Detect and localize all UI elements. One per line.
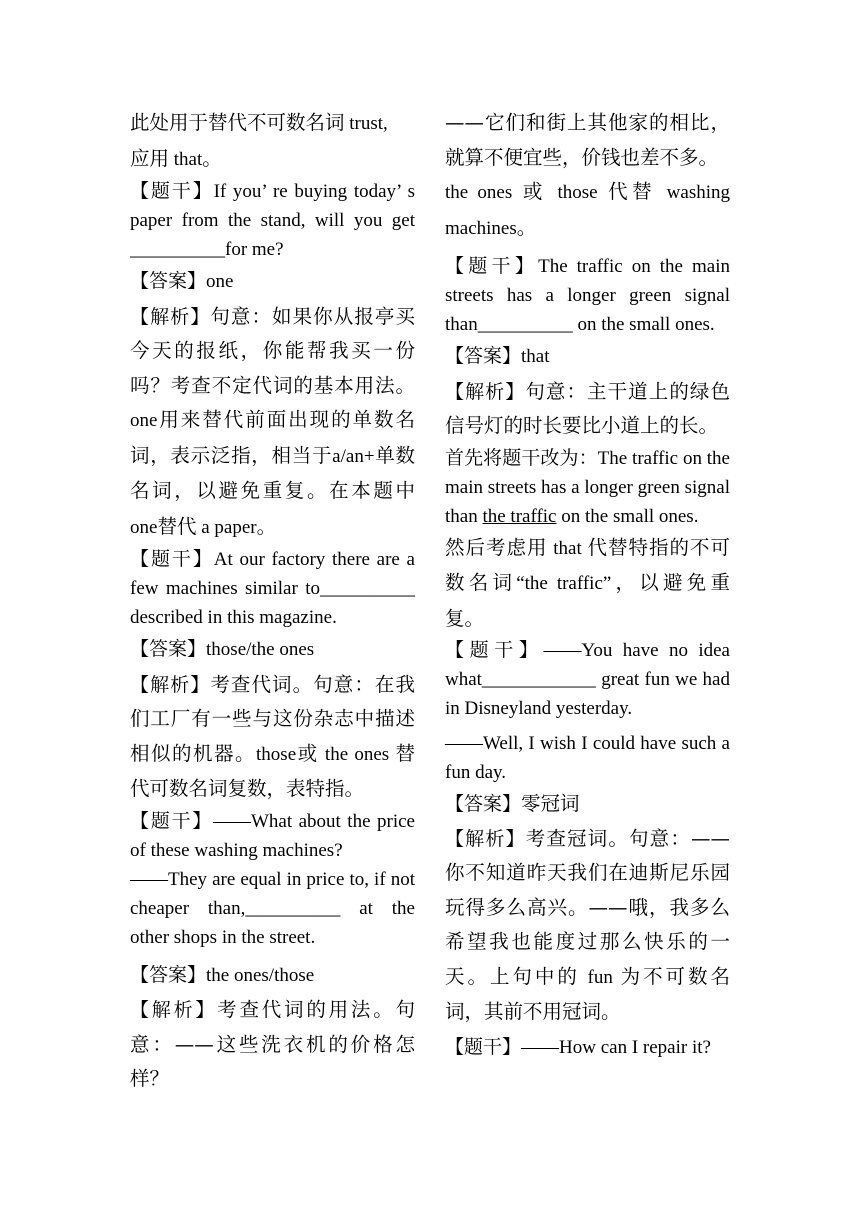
question-stem-line [130,865,415,952]
explanation [130,993,415,1097]
answer [445,339,730,375]
text: 替代 [157,514,197,538]
stem-tag: 【题干】 [445,1035,522,1058]
text: washing machines [445,182,730,239]
text: one [130,516,158,538]
text: 此处用于替代不可数名词 [130,111,345,134]
text: 单数名词，以避免重复。在本题中 [130,443,415,502]
text: ——它们和街上其他家的相比，就算不便宜些，价钱也差不多。 [445,111,730,169]
explanation-tag: 【解析】 [130,673,211,696]
stem-text: The traffic on the main streets has a longer green signal than__________ on the small ones. [445,256,730,335]
text: 考查冠词。句意：——你不知道昨天我们在迪斯尼乐园玩得多么高兴。——哦，我多么希望我也能度过那么快乐的一天。上句中的 [445,826,730,988]
text: “the traffic” [516,573,612,594]
text: 应用 [130,146,170,170]
text: The traffic on the main streets has a longer green signal than [445,447,730,527]
answer-tag: 【答案】 [445,793,522,815]
stem-tag: 【题干】 [130,180,214,202]
explanation-tag: 【解析】 [130,305,211,328]
text: on the small ones. [556,505,699,527]
text: 句意：主干道上的绿色信号灯的时长要比小道上的长。 [445,379,730,437]
text: that [547,537,588,559]
stem-text: If you’ re buying today’ s paper from the stand, will you get __________for me? [130,181,415,260]
answer-text: 零冠词 [521,792,580,815]
text: 代替特指的不可数名词 [445,535,730,594]
right-column [445,106,730,1065]
text: that [169,148,203,170]
stem-text: At our factory there are a few machines similar to__________ described in this magazine. [130,549,415,628]
text: ，以避免重复。 [445,571,730,630]
answer-tag: 【答案】 [130,270,207,292]
text: a paper [196,516,257,538]
text: 替代可数名词复数，表特指。 [130,741,415,800]
text: 用来替代前面出现的单数名词，表示泛指，相当于 [130,408,415,467]
stem-text: ——How can I repair it? [521,1036,711,1058]
text: 句意：如果你从报亭买今天的报纸，你能帮我买一份吗？考查不定代词的基本用法。 [130,304,415,397]
explanation [130,668,415,807]
answer [445,787,730,822]
question-stem [130,545,415,632]
text: 为不可数名词，其前不用冠词。 [445,964,730,1023]
paragraph [445,444,730,531]
text: those [256,743,297,765]
stem-tag: 【题干】 [445,255,539,277]
question-stem [445,1030,730,1066]
explanation-tag: 【解析】 [445,380,526,403]
text: 考查代词的用法。句意：——这些洗衣机的价格怎样？ [130,998,415,1090]
answer-text: that [521,346,550,367]
underlined-text: the traffic [482,505,557,527]
text: those [557,182,598,203]
text: 首先将题干改为： [445,446,598,469]
explanation-tag: 【解析】 [130,999,218,1021]
text: the ones [445,182,513,203]
text: a/an+ [332,445,375,467]
answer-tag: 【答案】 [130,638,207,660]
explanation [445,375,730,444]
question-stem [130,177,415,264]
answer [130,632,415,668]
text: the ones [318,743,396,765]
stem-text: ——They are equal in price to, if not cheaper than,__________ at the other shops in the street. [130,868,415,948]
text: 代替 [597,180,667,203]
answer-text: the ones/those [206,964,315,986]
answer [130,264,415,300]
explanation-tag: 【解析】 [445,827,526,850]
text: 然后考虑用 [445,535,548,559]
question-stem [130,807,415,865]
paragraph [445,175,730,246]
explanation-continued [445,106,730,175]
text: 。 [256,514,277,538]
stem-tag: 【题干】 [445,639,544,661]
text: 。 [516,215,537,239]
text: one [130,410,158,431]
paragraph [445,531,730,637]
text: 或 [512,180,558,203]
text: trust, [344,113,388,134]
question-stem [445,252,730,339]
paragraph [130,106,415,177]
text: 考查代词。句意：在我们工厂有一些与这份杂志中描述相似的机器。 [130,672,415,765]
question-stem [445,636,730,723]
text: 或 [296,741,319,765]
explanation [445,822,730,1030]
answer-tag: 【答案】 [445,345,522,367]
left-column [130,106,415,1097]
answer-text: those/the ones [206,639,315,660]
explanation [130,300,415,546]
stem-text: ——You have no idea what____________ great fun we had in Disneyland yesterday. [445,640,730,719]
question-stem-line [445,729,730,787]
text: fun [579,966,621,988]
text: 。 [202,146,222,170]
answer-text: one [206,271,234,292]
answer-tag: 【答案】 [130,963,207,986]
stem-text: ——Well, I wish I could have such a fun day. [445,733,730,783]
answer [130,958,415,994]
stem-text: ——What about the price of these washing machines? [130,810,415,861]
stem-tag: 【题干】 [130,548,214,570]
stem-tag: 【题干】 [130,809,213,832]
